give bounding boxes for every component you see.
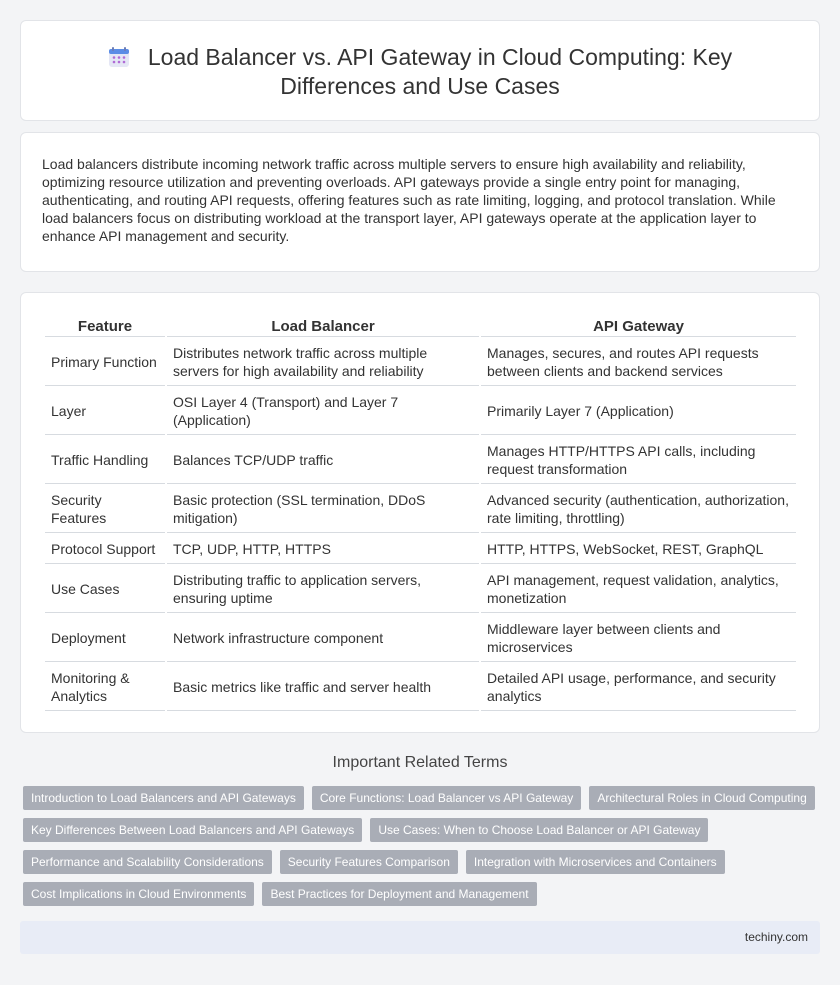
row-load-balancer: TCP, UDP, HTTP, HTTPS [167, 535, 479, 564]
related-term-tag[interactable]: Cost Implications in Cloud Environments [23, 882, 254, 906]
table-row [45, 388, 796, 435]
row-api-gateway: Advanced security (authentication, authorization, rate limiting, throttling) [481, 486, 796, 533]
row-api-gateway: Middleware layer between clients and microservices [481, 615, 796, 662]
related-terms-tags [23, 786, 823, 906]
row-api-gateway: Detailed API usage, performance, and security analytics [481, 664, 796, 711]
row-api-gateway: API management, request validation, analytics, monetization [481, 566, 796, 613]
row-feature: Layer [45, 388, 165, 435]
footer-site-link[interactable]: techiny.com [744, 930, 808, 944]
related-term-tag[interactable]: Architectural Roles in Cloud Computing [589, 786, 814, 810]
related-terms-title: Important Related Terms [332, 754, 508, 771]
row-api-gateway: Manages HTTP/HTTPS API calls, including request transformation [481, 437, 796, 484]
related-term-tag[interactable]: Introduction to Load Balancers and API Gateways [23, 786, 304, 810]
row-load-balancer: Network infrastructure component [167, 615, 479, 662]
table-row [45, 566, 796, 613]
page-title: Load Balancer vs. API Gateway in Cloud Computing: Key Differences and Use Cases [147, 44, 733, 99]
row-load-balancer: OSI Layer 4 (Transport) and Layer 7 (Application) [167, 388, 479, 435]
related-term-tag[interactable]: Key Differences Between Load Balancers and API Gateways [23, 818, 362, 842]
row-feature: Primary Function [45, 339, 165, 386]
row-feature: Use Cases [45, 566, 165, 613]
related-term-tag[interactable]: Performance and Scalability Considerations [23, 850, 272, 874]
table-header-row [45, 317, 796, 337]
table-row [45, 486, 796, 533]
header-api-gateway: API Gateway [481, 317, 796, 337]
row-feature: Protocol Support [45, 535, 165, 564]
row-load-balancer: Balances TCP/UDP traffic [167, 437, 479, 484]
related-term-tag[interactable]: Integration with Microservices and Containers [466, 850, 725, 874]
page-title-wrap [21, 43, 819, 101]
table-row [45, 535, 796, 564]
header-feature: Feature [45, 317, 165, 337]
related-term-tag[interactable]: Security Features Comparison [280, 850, 458, 874]
comparison-table [43, 315, 798, 713]
row-feature: Security Features [45, 486, 165, 533]
intro-paragraph: Load balancers distribute incoming network traffic across multiple servers to ensure high availability and reliability, optimizing resource utilization and preventing overloads. API gateways provide a single entry point for managing, authenticating, and routing API requests, offering features such as rate limiting, logging, and protocol translation. While load balancers focus on distributing workload at the transport layer, API gateways operate at the application layer to enhance API management and security. [42, 156, 776, 244]
row-load-balancer: Basic metrics like traffic and server health [167, 664, 479, 711]
table-row [45, 437, 796, 484]
row-feature: Monitoring & Analytics [45, 664, 165, 711]
row-api-gateway: Primarily Layer 7 (Application) [481, 388, 796, 435]
row-feature: Traffic Handling [45, 437, 165, 484]
row-api-gateway: Manages, secures, and routes API requests between clients and backend services [481, 339, 796, 386]
row-api-gateway: HTTP, HTTPS, WebSocket, REST, GraphQL [481, 535, 796, 564]
row-load-balancer: Distributes network traffic across multiple servers for high availability and reliability [167, 339, 479, 386]
header-load-balancer: Load Balancer [167, 317, 479, 337]
table-row [45, 339, 796, 386]
related-term-tag[interactable]: Best Practices for Deployment and Management [262, 882, 536, 906]
row-feature: Deployment [45, 615, 165, 662]
related-term-tag[interactable]: Use Cases: When to Choose Load Balancer or API Gateway [370, 818, 708, 842]
row-load-balancer: Basic protection (SSL termination, DDoS mitigation) [167, 486, 479, 533]
row-load-balancer: Distributing traffic to application servers, ensuring uptime [167, 566, 479, 613]
related-term-tag[interactable]: Core Functions: Load Balancer vs API Gateway [312, 786, 581, 810]
table-row [45, 664, 796, 711]
calendar-grid-icon [108, 46, 130, 68]
table-row [45, 615, 796, 662]
title-card [20, 20, 820, 121]
comparison-table-card [20, 292, 820, 733]
footer-bar [20, 921, 820, 954]
intro-card [20, 132, 820, 272]
